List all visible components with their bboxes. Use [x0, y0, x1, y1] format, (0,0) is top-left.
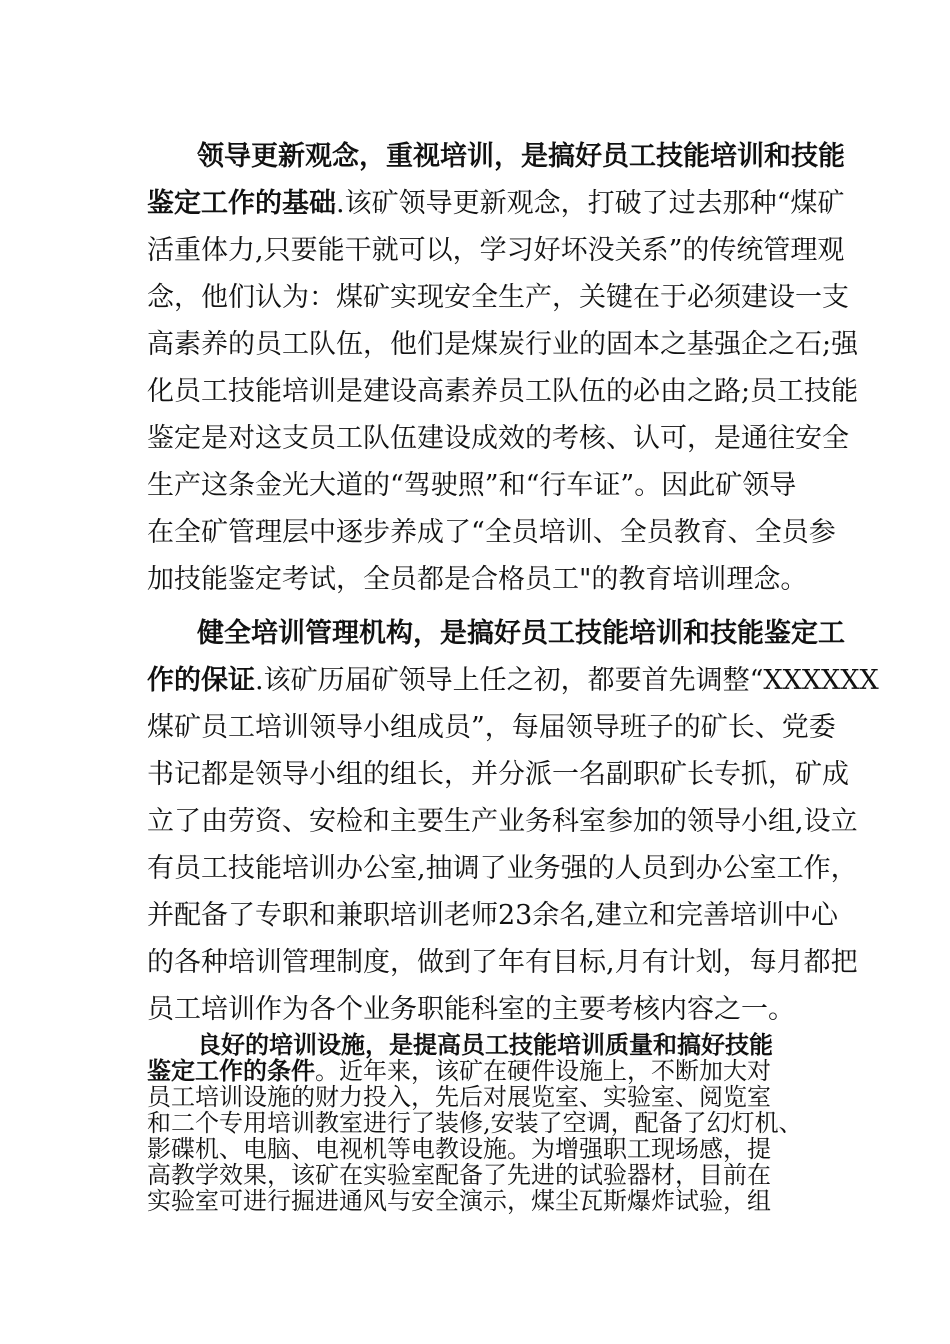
text-line [147, 187, 844, 221]
text-line [147, 1188, 771, 1214]
text-line [147, 711, 836, 745]
bold-heading-text: 良好的培训设施，是提高员工技能培训质量和搞好技能 [197, 1031, 773, 1059]
body-text: 和二个专用培训教室进行了装修,安装了空调，配备了幻灯机、 [147, 1109, 803, 1137]
body-text: 高教学效果，该矿在实验室配备了先进的试验器材，目前在 [147, 1161, 771, 1189]
text-line [147, 1162, 771, 1188]
text-line [147, 375, 858, 409]
body-text: 高素养的员工队伍，他们是煤炭行业的固本之基强企之石;强 [147, 329, 859, 360]
text-line [147, 758, 849, 792]
body-text: 书记都是领导小组的组长，并分派一名副职矿长专抓，矿成 [147, 759, 849, 790]
body-text: 。近年来，该矿在硬件设施上，不断加大对 [315, 1057, 771, 1085]
text-line [147, 805, 858, 839]
body-text: .该矿领导更新观念，打破了过去那种“煤矿 [336, 188, 845, 219]
body-text: 生产这条金光大道的“驾驶照”和“行车证”。因此矿领导 [147, 470, 797, 501]
text-line [147, 234, 844, 268]
text-line [147, 1136, 771, 1162]
text-line [197, 617, 845, 651]
bold-heading-text: 鉴定工作的基础 [147, 188, 336, 219]
body-text: 的各种培训管理制度，做到了年有目标,月有计划，每月都把 [147, 947, 858, 978]
bold-heading-text: 健全培训管理机构，是搞好员工技能培训和技能鉴定工 [197, 618, 845, 649]
text-line [147, 1084, 771, 1110]
text-line [147, 328, 858, 362]
text-line [147, 1110, 803, 1136]
body-text: 加技能鉴定考试，全员都是合格员工"的教育培训理念。 [147, 564, 808, 595]
text-line [147, 1058, 771, 1084]
bold-heading-text: 鉴定工作的条件 [147, 1057, 315, 1085]
body-text: 有员工技能培训办公室,抽调了业务强的人员到办公室工作， [147, 853, 858, 884]
body-text: 活重体力,只要能干就可以，学习好坏没关系”的传统管理观 [147, 235, 845, 266]
body-text: 员工培训作为各个业务职能科室的主要考核内容之一。 [147, 994, 795, 1025]
text-line [147, 946, 858, 980]
body-text: 影碟机、电脑、电视机等电教设施。为增强职工现场感，提 [147, 1135, 771, 1163]
text-line [147, 993, 795, 1027]
body-text: .该矿历届矿领导上任之初，都要首先调整“XXXXXX [255, 665, 879, 696]
text-line [147, 664, 879, 698]
text-line [147, 281, 849, 315]
text-line [197, 1032, 773, 1058]
body-text: 化员工技能培训是建设高素养员工队伍的必由之路;员工技能 [147, 376, 859, 407]
body-text: 并配备了专职和兼职培训老师23余名,建立和完善培训中心 [147, 900, 838, 931]
text-line [147, 852, 858, 886]
text-line [147, 422, 849, 456]
bold-heading-text: 领导更新观念，重视培训，是搞好员工技能培训和技能 [197, 141, 845, 172]
bold-heading-text: 作的保证 [147, 665, 255, 696]
text-line [197, 140, 845, 174]
body-text: 鉴定是对这支员工队伍建设成效的考核、认可，是通往安全 [147, 423, 849, 454]
body-text: 在全矿管理层中逐步养成了“全员培训、全员教育、全员参 [147, 517, 836, 548]
body-text: 实验室可进行掘进通风与安全演示，煤尘瓦斯爆炸试验，组 [147, 1187, 771, 1215]
body-text: 念，他们认为：煤矿实现安全生产，关键在于必须建设一支 [147, 282, 849, 313]
body-text: 煤矿员工培训领导小组成员”，每届领导班子的矿长、党委 [147, 712, 836, 743]
text-line [147, 516, 836, 550]
text-line [147, 469, 796, 503]
text-line [147, 563, 807, 597]
body-text: 立了由劳资、安检和主要生产业务科室参加的领导小组,设立 [147, 806, 858, 837]
text-line [147, 899, 838, 933]
body-text: 员工培训设施的财力投入，先后对展览室、实验室、阅览室 [147, 1083, 771, 1111]
